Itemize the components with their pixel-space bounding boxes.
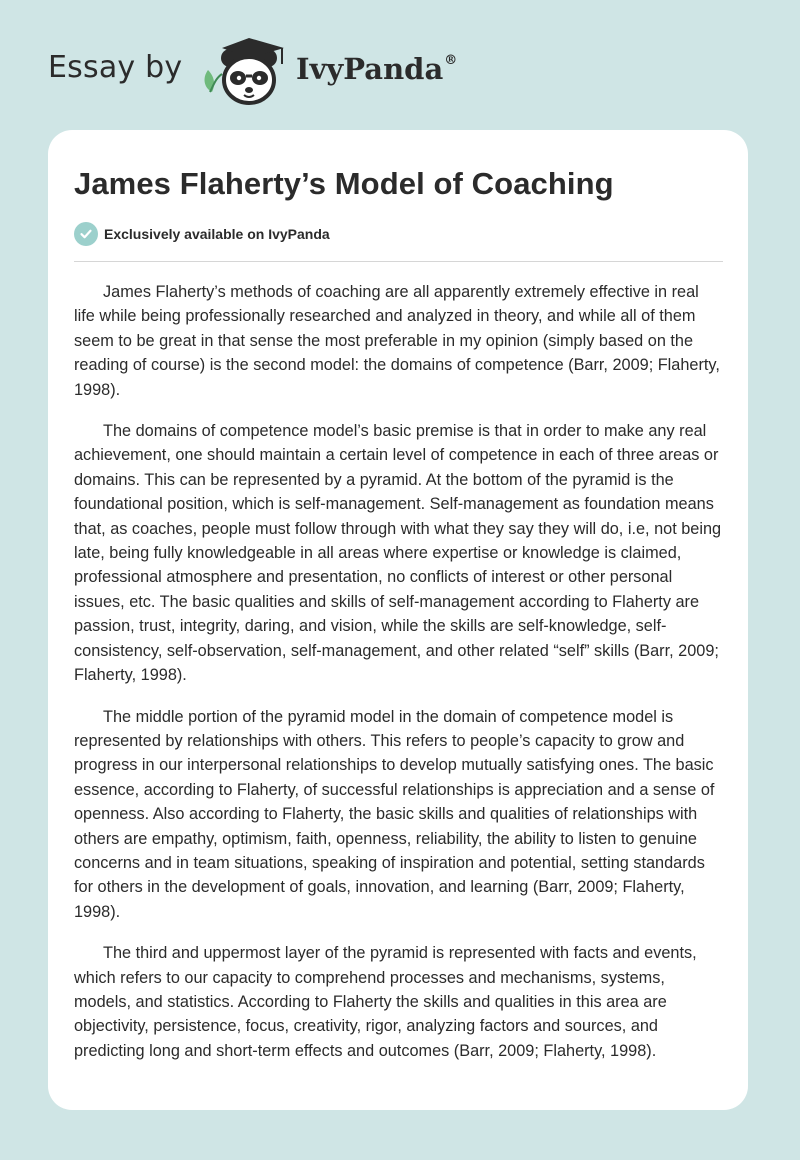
essay-by-label: Essay by bbox=[48, 50, 183, 85]
brand-name[interactable] bbox=[296, 52, 457, 86]
panda-graduate-logo-icon[interactable] bbox=[200, 34, 292, 110]
registered-mark: ® bbox=[444, 53, 458, 69]
exclusive-badge-label: Exclusively available on IvyPanda bbox=[104, 226, 330, 242]
exclusive-badge bbox=[74, 222, 330, 246]
page-title: James Flaherty’s Model of Coaching bbox=[74, 166, 614, 201]
paragraph: The middle portion of the pyramid model in the domain of competence model is represented by relationships with others. This refers to people’s capacity to grow and progress in our interpersonal relationships to develop mutually satisfying ones. The basic essence, according to Flaherty, of successful relationships is appreciation and a sense of openness. Also according to Flaherty, the basic skills and qualities of relationships with others are empathy, optimism, faith, openness, reliability, the ability to listen to genuine concerns and in team situations, speaking of inspiration and potential, setting standards for others in the development of goals, innovation, and learning (Barr, 2009; Flaherty, 1998). bbox=[74, 707, 715, 921]
check-circle-icon bbox=[74, 222, 98, 246]
paragraph: The third and uppermost layer of the pyramid is represented with facts and events, which refers to our capacity to comprehend processes and mechanisms, systems, models, and statistics. According to Flaherty the skills and qualities in this area are objectivity, persistence, focus, creativity, rigor, analyzing factors and sources, and predicting long and short-term effects and outcomes (Barr, 2009; Flaherty, 1998). bbox=[74, 944, 697, 1060]
essay-body bbox=[74, 280, 723, 1080]
site-header bbox=[0, 0, 800, 130]
essay-card bbox=[48, 130, 748, 1110]
brand-label: IvyPanda bbox=[296, 52, 444, 86]
divider bbox=[74, 261, 723, 262]
paragraph: James Flaherty’s methods of coaching are all apparently extremely effective in real life while being professionally researched and analyzed in theory, and while all of them seem to be great in that sense the most preferable in my opinion (simply based on the reading of course) is the second model: the domains of competence (Barr, 2009; Flaherty, 1998). bbox=[74, 283, 720, 399]
paragraph: The domains of competence model’s basic premise is that in order to make any real achievement, one should maintain a certain level of competence in each of three areas or domains. This can be represented by a pyramid. At the bottom of the pyramid is the foundational position, which is self-management. Self-management as foundation means that, as coaches, people must follow through with what they say they will do, i.e, not being late, being fully knowledgeable in all areas where expertise or knowledge is claimed, professional atmosphere and presentation, no conflicts of interest or other personal issues, etc. The basic qualities and skills of self-management according to Flaherty are passion, trust, integrity, daring, and vision, while the skills are self-knowledge, self-consistency, self-observation, self-management, and other related “self” skills (Barr, 2009; Flaherty, 1998). bbox=[74, 422, 722, 685]
